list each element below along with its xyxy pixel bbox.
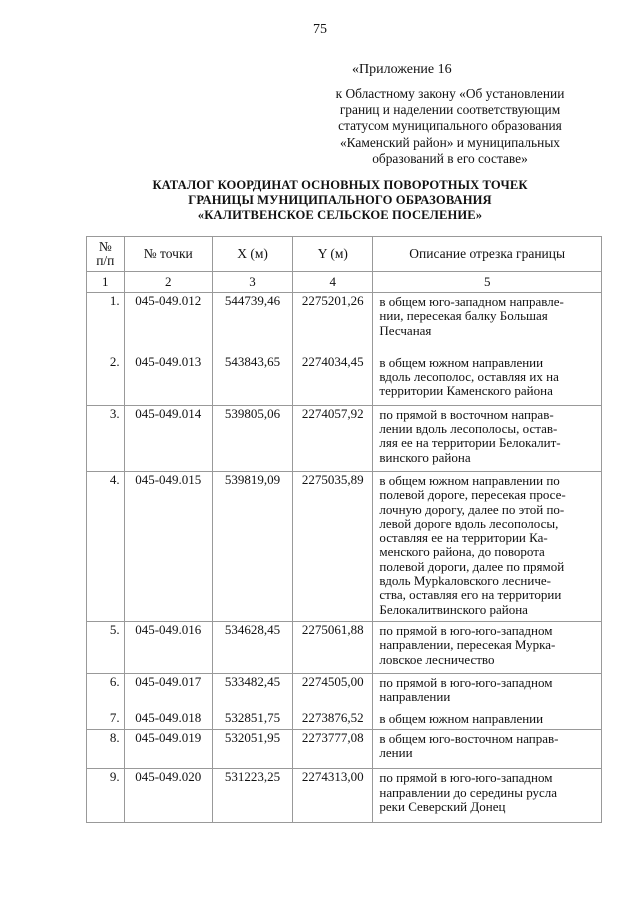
x-coordinate: 532051,95	[212, 729, 292, 769]
column-number-row	[87, 272, 602, 293]
x-coordinate: 544739,46	[212, 293, 292, 354]
y-coordinate: 2274057,92	[293, 405, 373, 471]
description-line: полевой дороге, пересекая просе-	[379, 487, 566, 503]
appendix-title: «Приложение 16	[352, 62, 452, 77]
table-body	[87, 293, 602, 823]
point-id: 045-049.015	[124, 471, 212, 621]
row-number: 8.	[87, 729, 125, 769]
point-id: 045-049.020	[124, 769, 212, 823]
y-coordinate: 2274505,00	[293, 673, 373, 710]
segment-description-text	[373, 730, 601, 769]
segment-description-text	[373, 710, 601, 728]
appendix-line: к Областному закону «Об установлении	[335, 86, 565, 101]
column-number: 5	[373, 272, 602, 293]
point-id: 045-049.014	[124, 405, 212, 471]
row-number: 9.	[87, 769, 125, 823]
header-y: Y (м)	[293, 237, 373, 272]
description-line: реки Северский Донец	[379, 798, 506, 814]
segment-description	[373, 293, 602, 354]
table-row	[87, 293, 602, 354]
coordinates-table	[86, 236, 602, 823]
point-id: 045-049.016	[124, 621, 212, 673]
segment-description-text	[373, 622, 601, 673]
point-id: 045-049.018	[124, 710, 212, 729]
description-line: Песчаная	[379, 322, 432, 338]
table-row	[87, 621, 602, 673]
description-line: ловское лесничество	[379, 651, 495, 667]
segment-description	[373, 710, 602, 729]
table-row	[87, 729, 602, 769]
description-line: нии, пересекая балку Большая	[379, 308, 548, 324]
header-point: № точки	[124, 237, 212, 272]
segment-description	[373, 673, 602, 710]
column-number: 4	[293, 272, 373, 293]
catalog-title-line: КАТАЛОГ КООРДИНАТ ОСНОВНЫХ ПОВОРОТНЫХ ТОЧЕК	[152, 178, 528, 192]
description-line: направлении до середины русла	[379, 784, 558, 800]
row-number: 2.	[87, 354, 125, 405]
description-line: по прямой в юго-юго-западном	[379, 674, 553, 690]
description-line: лении вдоль лесополосы, остав-	[379, 421, 558, 437]
description-line: Белокалитвинского района	[379, 601, 528, 617]
description-line: в общем южном направлении	[379, 354, 544, 370]
segment-description	[373, 471, 602, 621]
y-coordinate: 2274313,00	[293, 769, 373, 823]
point-id: 045-049.019	[124, 729, 212, 769]
row-number: 5.	[87, 621, 125, 673]
segment-description-text	[373, 674, 601, 711]
x-coordinate: 539805,06	[212, 405, 292, 471]
table-row	[87, 471, 602, 621]
row-number: 6.	[87, 673, 125, 710]
header-num-line1: №	[98, 239, 112, 254]
header-num-line2: п/п	[96, 253, 115, 268]
table-row	[87, 710, 602, 729]
segment-description-text	[373, 769, 601, 822]
table-row	[87, 673, 602, 710]
point-id: 045-049.012	[124, 293, 212, 354]
table-row	[87, 769, 602, 823]
segment-description	[373, 769, 602, 823]
appendix-line: «Каменский район» и муниципальных	[339, 134, 561, 150]
description-line: винского района	[379, 449, 471, 465]
description-line: по прямой в восточном направ-	[379, 406, 554, 422]
description-line: территории Каменского района	[379, 383, 553, 399]
description-line: лочную дорогу, далее по этой по-	[379, 501, 565, 517]
segment-description-text	[373, 293, 601, 354]
row-number: 4.	[87, 471, 125, 621]
header-num	[87, 237, 125, 272]
description-line: по прямой в юго-юго-западном	[379, 770, 553, 786]
row-number: 1.	[87, 293, 125, 354]
description-line: в общем южном направлении	[379, 711, 544, 727]
description-line: оставляя ее на территории Ка-	[379, 530, 548, 546]
description-line: вдоль Мурkaловского лесниче-	[379, 573, 551, 589]
x-coordinate: 533482,45	[212, 673, 292, 710]
x-coordinate: 531223,25	[212, 769, 292, 823]
description-line: левой дороге вдоль лесополосы,	[379, 515, 559, 531]
header-x: X (м)	[212, 237, 292, 272]
column-number: 3	[212, 272, 292, 293]
description-line: ства, оставляя его на территории	[379, 587, 562, 603]
description-line: вдоль лесополос, оставляя их на	[379, 369, 559, 385]
point-id: 045-049.017	[124, 673, 212, 710]
description-line: в общем юго-восточном направ-	[379, 730, 559, 746]
header-description: Описание отрезка границы	[373, 237, 602, 272]
description-line: направлении, пересекая Мурка-	[379, 637, 556, 653]
appendix-line: образований в его составе»	[372, 150, 528, 166]
segment-description	[373, 354, 602, 405]
catalog-title	[80, 178, 600, 223]
x-coordinate: 532851,75	[212, 710, 292, 729]
description-line: менского района, до поворота	[379, 544, 545, 560]
y-coordinate: 2274034,45	[293, 354, 373, 405]
header-row	[87, 237, 602, 272]
x-coordinate: 539819,09	[212, 471, 292, 621]
table-row	[87, 354, 602, 405]
appendix-body	[290, 86, 610, 167]
appendix-line: границ и наделении соответствующим	[339, 102, 561, 118]
segment-description-text	[373, 406, 601, 471]
segment-description	[373, 621, 602, 673]
y-coordinate: 2273876,52	[293, 710, 373, 729]
x-coordinate: 543843,65	[212, 354, 292, 405]
segment-description-text	[373, 472, 601, 621]
description-line: лении	[379, 745, 413, 761]
y-coordinate: 2275201,26	[293, 293, 373, 354]
y-coordinate: 2275035,89	[293, 471, 373, 621]
row-number: 3.	[87, 405, 125, 471]
segment-description	[373, 405, 602, 471]
y-coordinate: 2273777,08	[293, 729, 373, 769]
catalog-title-line: «КАЛИТВЕНСКОЕ СЕЛЬСКОЕ ПОСЕЛЕНИЕ»	[197, 208, 483, 222]
point-id: 045-049.013	[124, 354, 212, 405]
appendix-line: статусом муниципального образования	[338, 118, 562, 134]
page-number: 75	[313, 22, 327, 37]
y-coordinate: 2275061,88	[293, 621, 373, 673]
row-number: 7.	[87, 710, 125, 729]
description-line: полевой дороги, далее по прямой	[379, 558, 565, 574]
x-coordinate: 534628,45	[212, 621, 292, 673]
description-line: направлении	[379, 689, 451, 705]
column-number: 1	[87, 272, 125, 293]
description-line: ляя ее на территории Белокалит-	[379, 435, 561, 451]
description-line: в общем южном направлении по	[379, 472, 560, 488]
description-line: по прямой в юго-юго-западном	[379, 622, 553, 638]
segment-description	[373, 729, 602, 769]
description-line: в общем юго-западном направле-	[379, 294, 564, 309]
segment-description-text	[373, 354, 601, 405]
column-number: 2	[124, 272, 212, 293]
table-row	[87, 405, 602, 471]
catalog-title-line: ГРАНИЦЫ МУНИЦИПАЛЬНОГО ОБРАЗОВАНИЯ	[188, 193, 492, 207]
